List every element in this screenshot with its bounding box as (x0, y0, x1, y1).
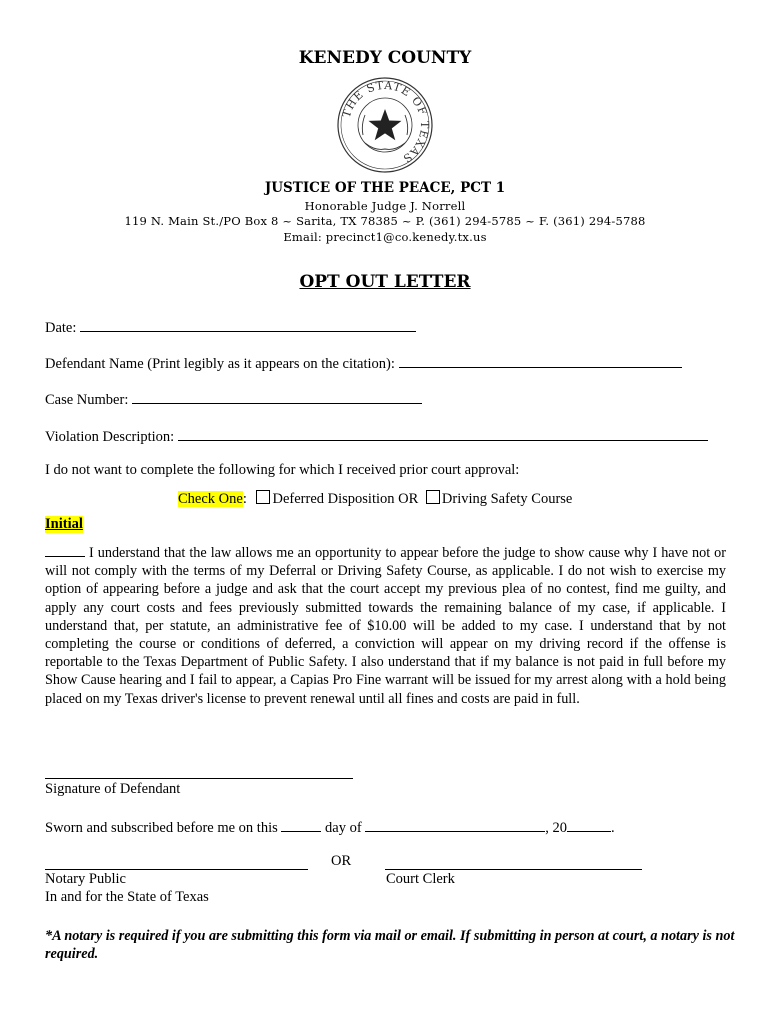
sworn-month-field[interactable] (365, 817, 545, 832)
signature-line[interactable] (45, 778, 353, 779)
document-title: OPT OUT LETTER (299, 272, 471, 292)
or-label: OR (331, 853, 352, 869)
sworn-day-field[interactable] (281, 817, 321, 832)
check-one-label: Check One (178, 491, 243, 507)
sworn-year-prefix: , 20 (545, 820, 568, 836)
sworn-year-field[interactable] (567, 817, 611, 832)
defendant-label: Defendant Name (Print legibly as it appears on the citation): (45, 356, 395, 372)
check-one-row: Check One: Deferred Disposition OR Driving Safety Course (178, 491, 573, 507)
violation-label: Violation Description: (45, 429, 175, 445)
deferred-disposition-label: Deferred Disposition OR (272, 491, 419, 507)
violation-description-field[interactable] (178, 426, 708, 441)
sworn-row: Sworn and subscribed before me on this day of , 20 . (45, 817, 615, 837)
case-row (45, 389, 422, 409)
state-seal-logo (335, 75, 435, 175)
notary-footnote: *A notary is required if you are submitting this form via mail or email. If submitting in person at court, a notary is not required. (45, 928, 735, 962)
driving-safety-course-label: Driving Safety Course (441, 491, 573, 507)
office-email: Email: precinct1@co.kenedy.tx.us (283, 230, 487, 244)
star-icon (369, 109, 402, 140)
clerk-signature-line[interactable] (385, 869, 642, 870)
driving-safety-course-checkbox[interactable] (426, 490, 440, 504)
notary-signature-line[interactable] (45, 869, 308, 870)
defendant-name-field[interactable] (399, 353, 682, 368)
signature-label: Signature of Defendant (45, 781, 181, 797)
violation-row (45, 426, 708, 446)
county-title: KENEDY COUNTY (298, 48, 472, 68)
date-row (45, 317, 416, 337)
clerk-title: Court Clerk (386, 871, 455, 887)
date-field[interactable] (80, 317, 416, 332)
office-title: JUSTICE OF THE PEACE, PCT 1 (264, 180, 506, 196)
case-number-field[interactable] (132, 389, 422, 404)
acknowledgement-text: I understand that the law allows me an opportunity to appear before the judge to show cause why I have not or will not comply with the terms of my Deferral or Driving Safety Course, as applicable. I do not wish to exercise my option of appearing before a judge and ask that the court accept my previous plea of no contest, find me guilty, and apply any court costs and fees previously submitted towards the remaining balance of my case, if applicable. I understand that, per statute, an administrative fee of $10.00 will be added to my case. I understand that by not completing the course or conditions of deferred, a conviction will appear on my driving record if the offense is reportable to the Texas Department of Public Safety. I also understand that if my balance is not paid in full before my Show Cause hearing and I fail to appear, a Capias Pro Fine warrant will be issued for my arrest along with a hold being placed on my Texas driver's license to prevent renewal until all fines and costs are paid in full. (45, 545, 726, 707)
defendant-row (45, 353, 682, 373)
prior-approval-text: I do not want to complete the following for which I received prior court approval: (45, 462, 520, 478)
initial-heading: Initial (45, 516, 83, 532)
case-number-label: Case Number: (45, 392, 129, 408)
judge-name: Honorable Judge J. Norrell (304, 199, 466, 213)
sworn-day-label: day of (325, 820, 362, 836)
office-address: 119 N. Main St./PO Box 8 ~ Sarita, TX 78385 ~ P. (361) 294-5785 ~ F. (361) 294-5788 (124, 214, 646, 228)
notary-state: In and for the State of Texas (45, 889, 209, 905)
svg-text:THE STATE OF TEXAS: THE STATE OF TEXAS (339, 78, 432, 166)
initial-field[interactable] (45, 544, 85, 557)
deferred-disposition-checkbox[interactable] (256, 490, 270, 504)
date-label: Date: (45, 320, 77, 336)
notary-title: Notary Public (45, 871, 126, 887)
sworn-prefix: Sworn and subscribed before me on this (45, 820, 278, 836)
acknowledgement-paragraph (45, 544, 726, 708)
